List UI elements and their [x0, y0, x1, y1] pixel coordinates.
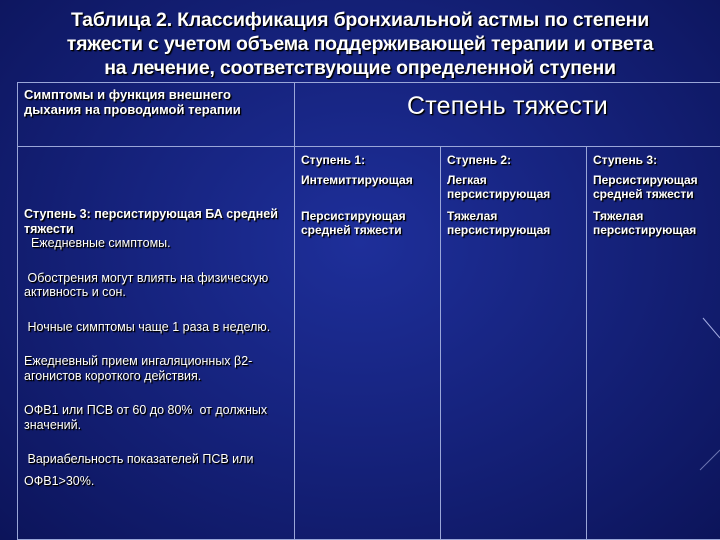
severity-column-3	[587, 147, 720, 540]
symptom-item: Ежедневный прием ингаляционных β2-агонистов короткого действия.	[24, 354, 253, 383]
severity-header: Степень тяжести	[295, 83, 720, 147]
symptom-item: ОФВ1>30%.	[24, 473, 95, 488]
step-result: Тяжелая персистирующая	[447, 209, 551, 237]
step-name: Интемиттирующая	[301, 173, 413, 187]
symptoms-cell	[18, 147, 295, 540]
symptom-item: ОФВ1 или ПСВ от 60 до 80% от должных значений.	[24, 403, 271, 432]
step-label: Ступень 2:	[447, 153, 512, 167]
step-label: Ступень 3:	[593, 153, 658, 167]
step-subtitle: Ступень 3: персистирующая БА средней тяжести	[24, 207, 278, 236]
step-label: Ступень 1:	[301, 153, 366, 167]
symptom-item: Обострения могут влиять на физическую активность и сон.	[24, 270, 272, 299]
step-result: Тяжелая персистирующая	[593, 209, 697, 237]
step-name: Персистирующая средней тяжести	[593, 173, 698, 201]
table-body-row	[18, 147, 720, 540]
title-line-2: тяжести с учетом объема поддерживающей терапии и ответа	[66, 33, 654, 55]
symptom-item: Ежедневные симптомы.	[24, 236, 171, 250]
classification-table	[17, 82, 720, 540]
severity-column-1	[295, 147, 441, 540]
page-title	[20, 8, 700, 80]
title-line-1: Таблица 2. Классификация бронхиальной астмы по степени	[70, 9, 650, 31]
title-line-3: на лечение, соответствующие определенной ступени	[104, 57, 616, 79]
step-result: Персистирующая средней тяжести	[301, 209, 406, 237]
symptoms-header: Симптомы и функция внешнего дыхания на проводимой терапии	[18, 83, 295, 147]
symptom-item: Вариабельность показателей ПСВ или	[24, 452, 254, 466]
step-name: Легкая персистирующая	[447, 173, 551, 201]
table-header-row	[18, 83, 720, 147]
symptom-item: Ночные симптомы чаще 1 раза в неделю.	[24, 319, 271, 334]
severity-column-2	[441, 147, 587, 540]
